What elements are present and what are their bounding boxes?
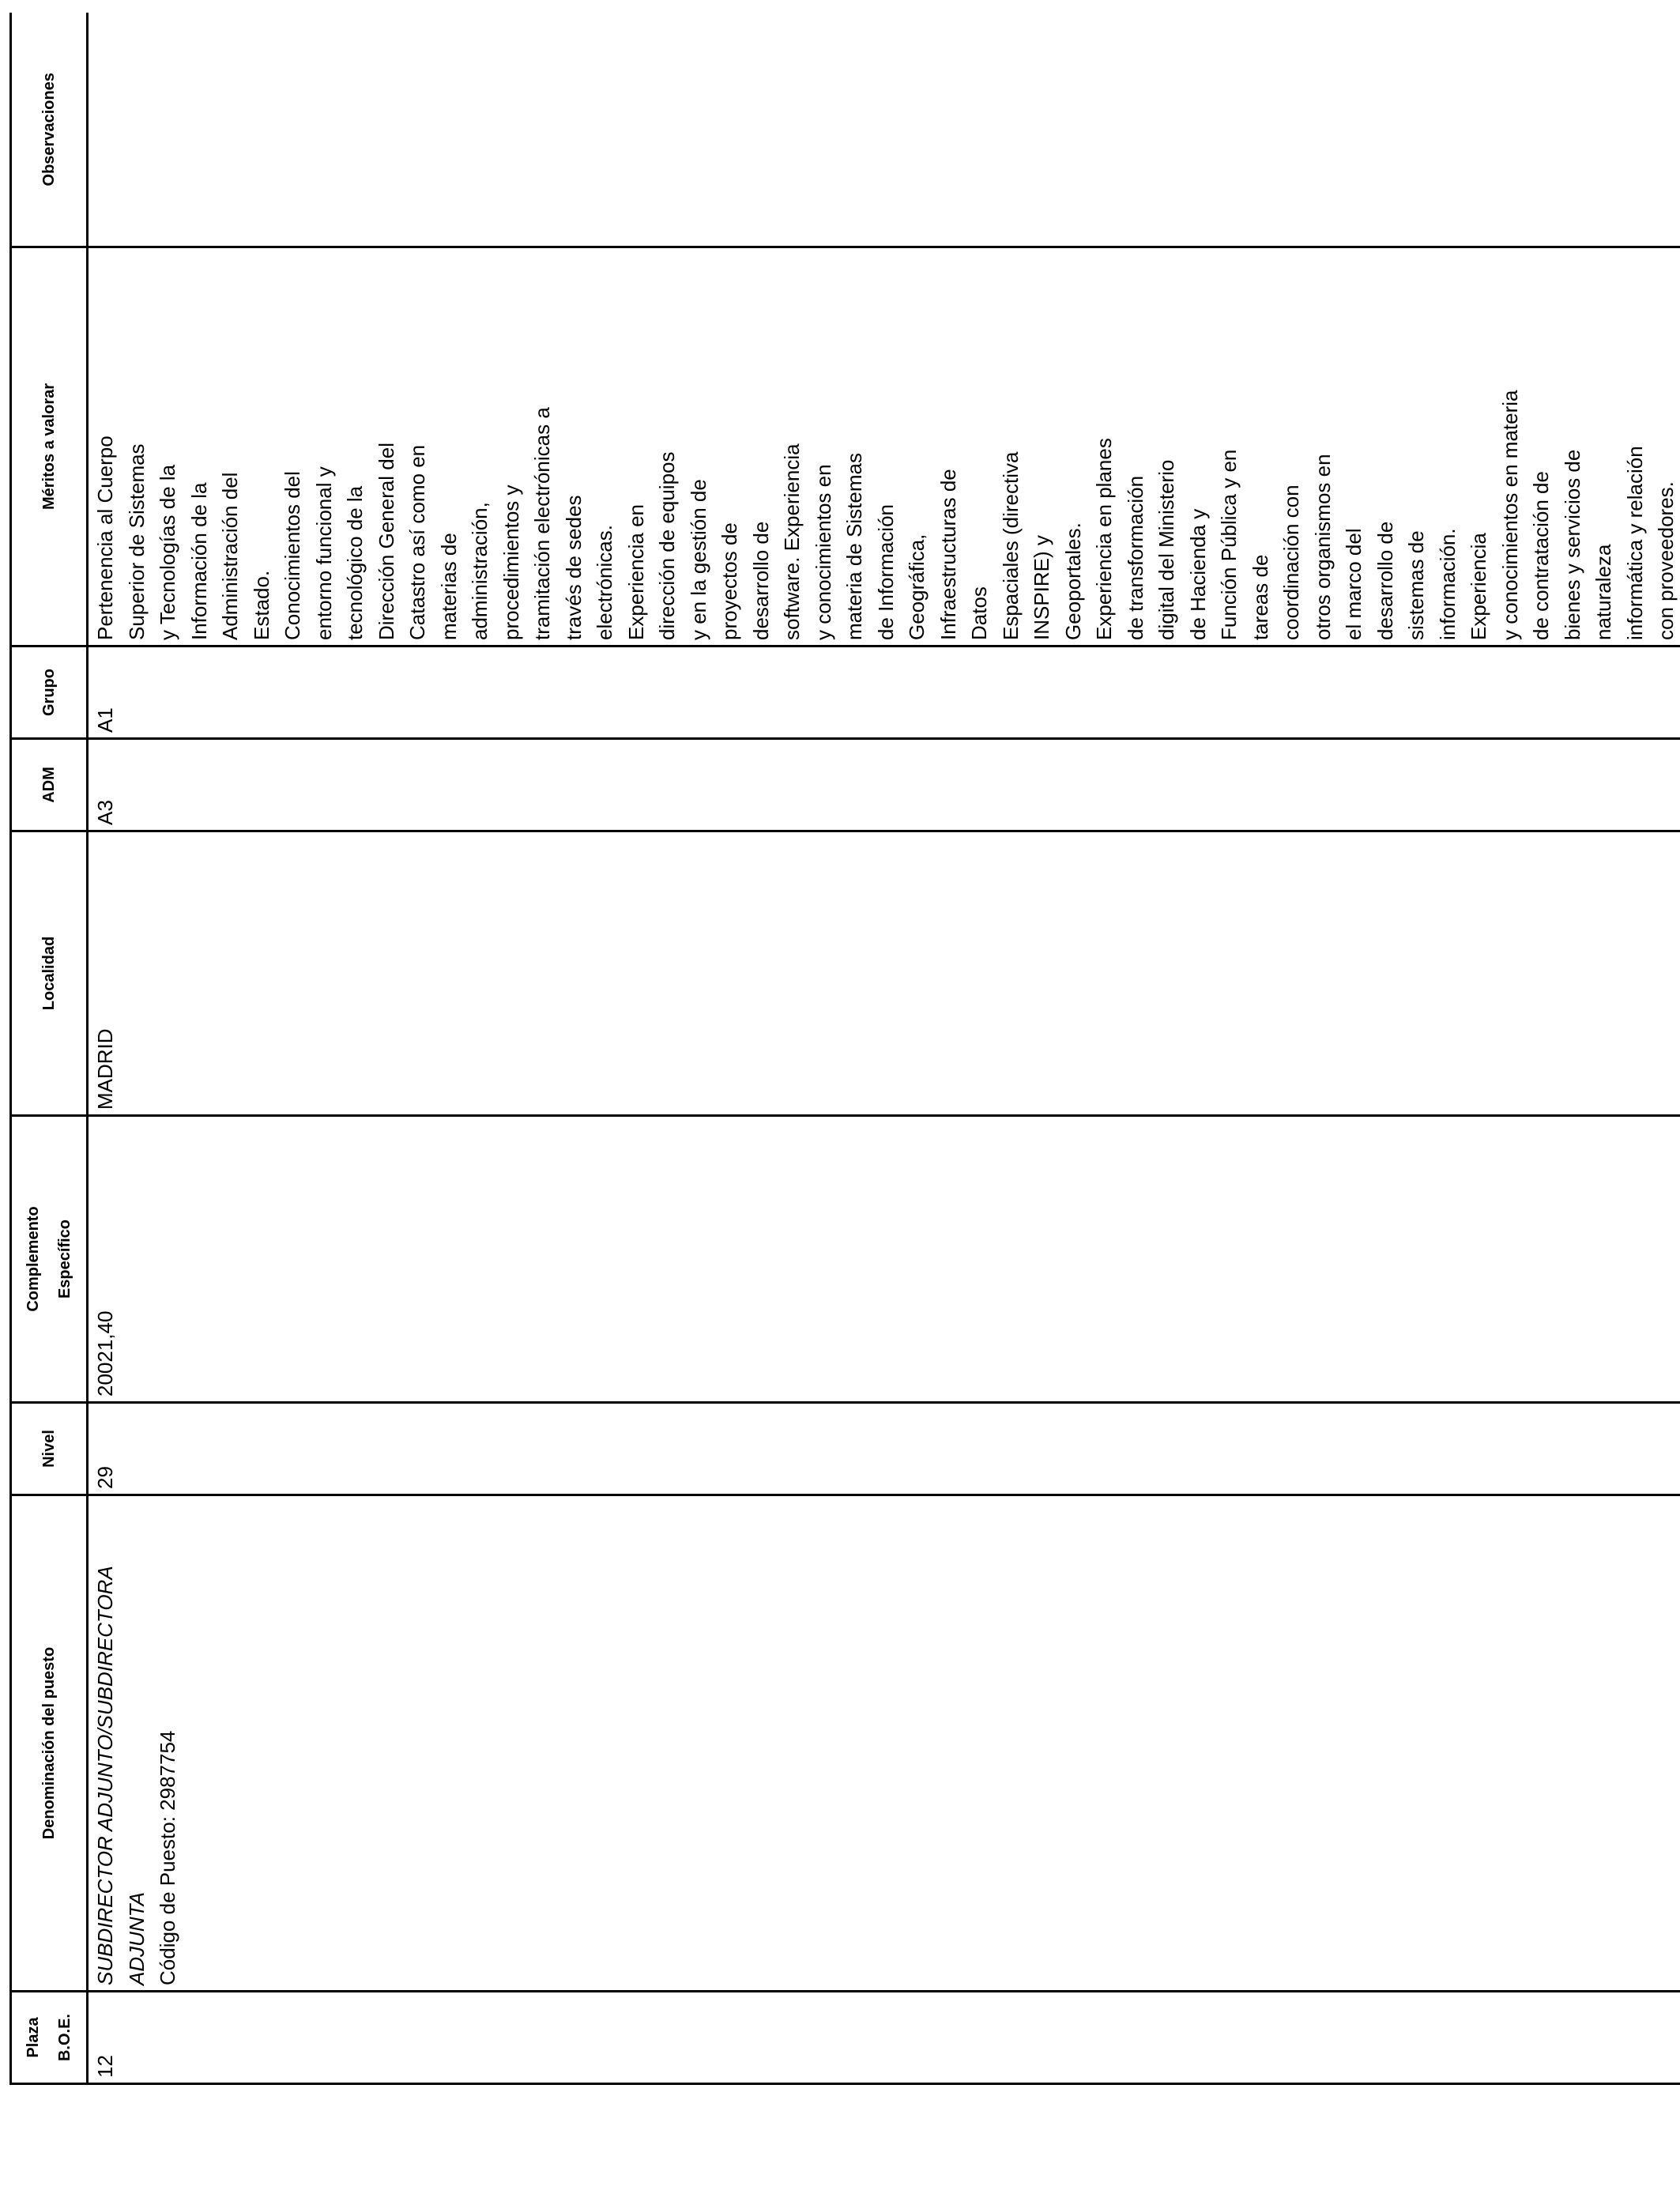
meritos-line: software. Experiencia xyxy=(780,443,804,640)
meritos-line: Dirección General del xyxy=(374,442,398,640)
header-complemento-line2: Específico xyxy=(56,1219,73,1299)
header-plaza-line2: B.O.E. xyxy=(56,2014,73,2062)
meritos-line: informática y relación xyxy=(1622,446,1647,640)
meritos-line: entorno funcional y xyxy=(311,466,336,640)
meritos-line: de contratación de xyxy=(1529,471,1553,640)
meritos-line: tareas de xyxy=(1248,554,1272,640)
meritos-line: procedimientos y xyxy=(499,484,523,640)
denominacion-line1: SUBDIRECTOR ADJUNTO/SUBDIRECTORA xyxy=(93,1566,117,1985)
meritos-line: Infraestructuras de xyxy=(936,469,960,640)
meritos-line: de Hacienda y xyxy=(1185,508,1210,640)
meritos-line: coordinación con xyxy=(1279,484,1303,640)
header-nivel: Nivel xyxy=(11,1403,88,1495)
meritos-line: y en la gestión de xyxy=(686,479,710,640)
cell-nivel: 29 xyxy=(88,1403,1680,1495)
denominacion-line2: ADJUNTA xyxy=(124,1892,149,1985)
header-plaza xyxy=(11,1992,88,2084)
header-adm: ADM xyxy=(11,739,88,831)
cell-denominacion xyxy=(88,1495,1680,1992)
meritos-line: Administración del xyxy=(218,472,242,640)
header-plaza-line1: Plaza xyxy=(24,2017,42,2058)
meritos-line: Experiencia xyxy=(1467,533,1490,640)
meritos-line: información. xyxy=(1435,528,1460,640)
rotated-table-container xyxy=(9,14,1678,2085)
cell-grupo: A1 xyxy=(88,647,1680,739)
meritos-line: y conocimientos en xyxy=(811,464,835,640)
codigo-puesto: Código de Puesto: 2987754 xyxy=(156,1730,179,1985)
meritos-line: tecnológico de la xyxy=(343,485,367,640)
vacancy-table xyxy=(9,13,1680,2086)
header-complemento xyxy=(11,1116,88,1403)
meritos-list xyxy=(90,253,1680,640)
meritos-line: Geoportales. xyxy=(1060,522,1085,640)
cell-observaciones xyxy=(88,13,1680,247)
meritos-line: de transformación xyxy=(1123,475,1147,640)
meritos-line: materia de Sistemas xyxy=(842,453,866,640)
meritos-line: tramitación electrónicas a xyxy=(530,407,554,640)
meritos-line: Experiencia en xyxy=(623,504,648,640)
meritos-line: desarrollo de xyxy=(1373,521,1397,640)
cell-adm: A3 xyxy=(88,739,1680,831)
meritos-line: proyectos de xyxy=(718,522,741,640)
meritos-line: otros organismos en xyxy=(1310,454,1335,640)
meritos-line: digital del Ministerio xyxy=(1155,459,1178,640)
cell-meritos xyxy=(88,247,1680,647)
header-observaciones: Observaciones xyxy=(11,13,88,247)
header-denominacion: Denominación del puesto xyxy=(11,1495,88,1992)
meritos-line: Conocimientos del xyxy=(281,471,304,640)
meritos-line: Datos xyxy=(967,586,991,640)
meritos-line: materias de xyxy=(436,533,461,640)
meritos-line: administración, xyxy=(468,502,492,640)
cell-plaza: 12 xyxy=(88,1992,1680,2084)
meritos-line: y Tecnologías de la xyxy=(156,464,179,640)
header-complemento-line1: Complemento xyxy=(24,1206,42,1312)
table-row xyxy=(88,13,1680,2084)
meritos-line: el marco del xyxy=(1342,528,1365,640)
meritos-line: Espaciales (directiva xyxy=(998,451,1023,640)
meritos-line: Información de la xyxy=(186,482,211,640)
cell-localidad: MADRID xyxy=(88,831,1680,1116)
meritos-line: Estado. xyxy=(249,570,273,640)
meritos-line: desarrollo de xyxy=(748,521,773,640)
cell-complemento: 20021,40 xyxy=(88,1116,1680,1403)
meritos-line: Pertenencia al Cuerpo xyxy=(93,435,117,640)
meritos-line: Geográfica, xyxy=(905,533,929,640)
meritos-line: Experiencia en planes xyxy=(1092,438,1116,640)
meritos-line: bienes y servicios de xyxy=(1560,449,1584,640)
meritos-line: dirección de equipos xyxy=(655,451,679,640)
meritos-line: y conocimientos en materia xyxy=(1497,390,1522,640)
header-row xyxy=(11,13,88,2084)
meritos-line: electrónicas. xyxy=(593,525,616,640)
meritos-line: con proveedores. xyxy=(1654,481,1678,640)
header-meritos: Méritos a valorar xyxy=(11,247,88,647)
header-localidad: Localidad xyxy=(11,831,88,1116)
meritos-line: sistemas de xyxy=(1404,530,1428,640)
meritos-line: naturaleza xyxy=(1591,544,1615,640)
meritos-line: Función Pública y en xyxy=(1217,449,1241,640)
header-grupo: Grupo xyxy=(11,647,88,739)
meritos-line: través de sedes xyxy=(561,495,586,640)
meritos-line: INSPIRE) y xyxy=(1030,535,1053,640)
meritos-line: Catastro así como en xyxy=(405,444,429,640)
meritos-line: de Información xyxy=(873,504,898,640)
meritos-line: Superior de Sistemas xyxy=(124,443,149,640)
